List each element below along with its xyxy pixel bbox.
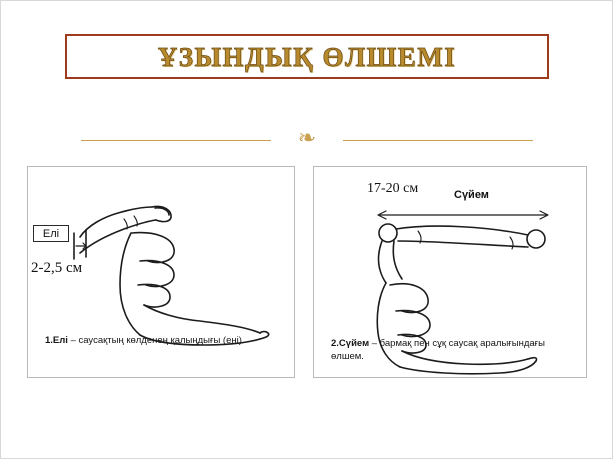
page-title: ҰЗЫНДЫҚ ӨЛШЕМІ [157,42,457,72]
caption-suyem [331,337,577,363]
label-eli-box: Елі [33,225,69,242]
caption-suyem-number: 2.Сүйем [331,338,370,349]
caption-eli-text: саусақтың көлденең қалыңдығы (ені). [78,335,245,346]
flourish-ornament-icon: ❧ [297,126,317,151]
caption-suyem-text: бармақ пен сұқ саусақ аралығындағы өлшем. [331,338,545,362]
caption-eli-dash: – [67,335,79,346]
label-suyem-measurement: 17-20 см [367,181,419,196]
label-eli-measurement: 2-2,5 см [31,260,83,276]
divider-line-right [343,140,533,141]
caption-suyem-dash: – [369,338,380,349]
divider-line-left [81,140,271,141]
caption-eli [45,334,277,347]
decorative-divider [81,126,533,153]
label-suyem-name: Сүйем [454,189,489,201]
caption-eli-number: 1.Елі [45,335,68,346]
